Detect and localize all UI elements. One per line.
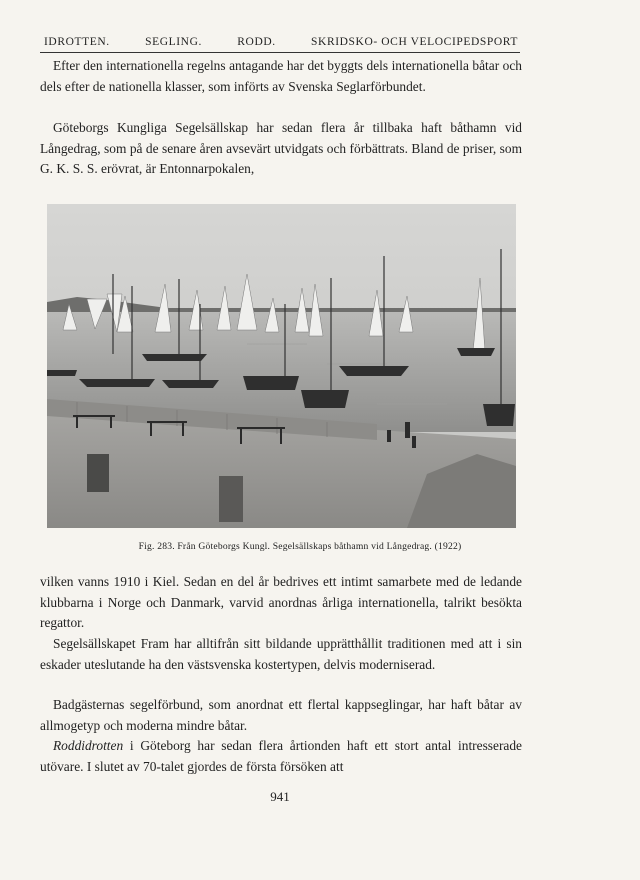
paragraph (40, 736, 522, 777)
paragraph: Badgästernas segelförbund, som anordnat ett flertal kappseglingar, har haft båtar av allmogetyp och moderna mindre båtar. (40, 697, 522, 733)
page-number: 941 (270, 789, 290, 804)
header-item: IDROTTEN. (44, 36, 110, 48)
paragraph: Göteborgs Kungliga Segelsällskap har sedan flera år tillbaka haft båthamn vid Långedrag, som på de senare åren avsevärt utvidgats och förbättrats. Bland de priser, som G. K. S. S. erövrat, är Entonnarpokalen, (40, 120, 522, 176)
paragraph-text: i Göteborg har sedan flera årtionden haft ett stort antal intresserade utövare. I slutet av 70-talet gjordes de första försöken att (40, 738, 522, 774)
header-rule (40, 52, 520, 53)
running-header (44, 36, 518, 48)
figure-caption: Fig. 283. Från Göteborgs Kungl. Segelsällskaps båthamn vid Långedrag. (1922) (138, 541, 462, 552)
paragraph: vilken vanns 1910 i Kiel. Sedan en del år bedrives ett intimt samarbete med de ledande klubbarna i Norge och Danmark, varvid anordnas årliga internationella, talrikt besökta regattor. (40, 574, 522, 630)
header-item: SKRIDSKO- OCH VELOCIPEDSPORT (311, 36, 518, 48)
header-item: RODD. (237, 36, 276, 48)
paragraph: Efter den internationella regelns antagande har det byggts dels internationella båtar och dels efter de nationella klasser, som införts av Svenska Seglarförbundet. (40, 58, 522, 94)
italic-term: Roddidrotten (53, 738, 124, 753)
header-item: SEGLING. (145, 36, 202, 48)
paragraph: Segelsällskapet Fram har alltifrån sitt bildande upprätthållit traditionen med att i sin eskader uteslutande ha den västsvenska kostertypen, delvis moderniserad. (40, 636, 522, 672)
harbor-photograph (47, 204, 516, 528)
